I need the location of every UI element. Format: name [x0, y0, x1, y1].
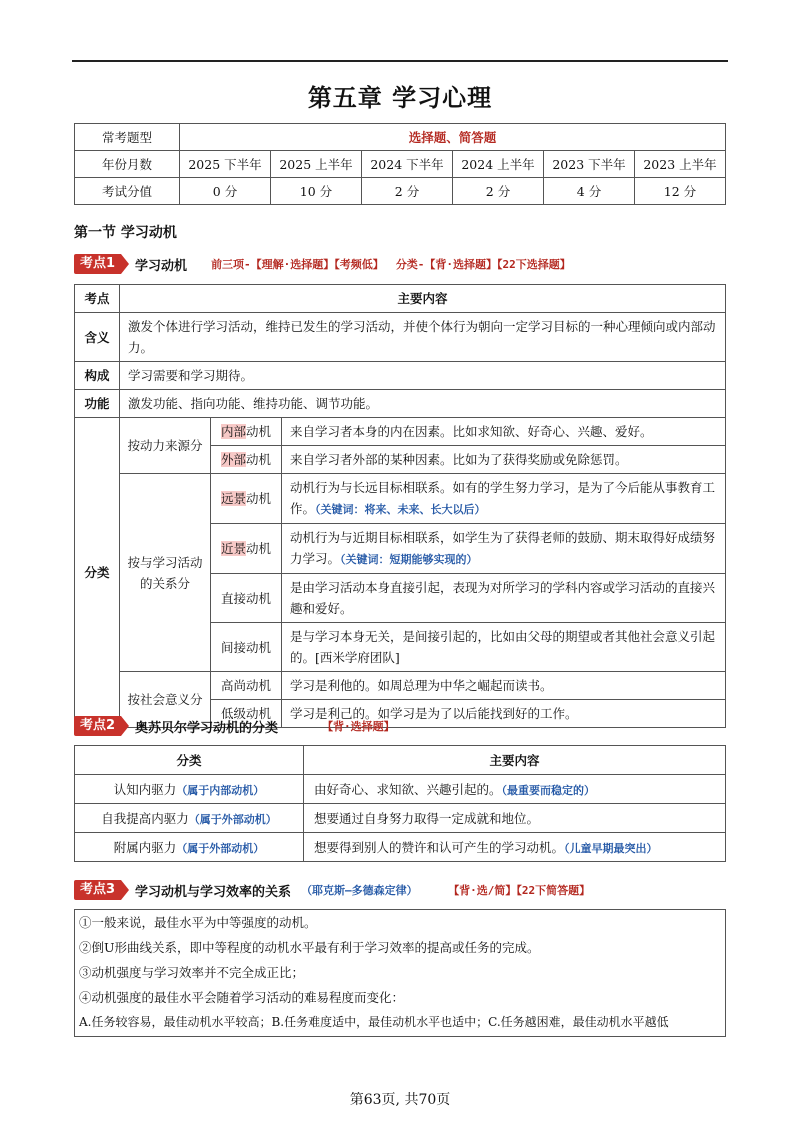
drive-content [304, 804, 726, 833]
sub-name [211, 446, 282, 474]
kp1-title: 学习动机 [135, 258, 188, 274]
top-rule [72, 60, 728, 62]
motivation-table [74, 284, 726, 728]
kp2-header [74, 716, 395, 736]
kp2-badge: 考点2 [74, 716, 121, 736]
exam-type-value: 选择题、简答题 [180, 124, 726, 151]
year-cell: 2025 上半年 [271, 151, 362, 178]
drive-content-note: （儿童早期最突出） [564, 842, 658, 855]
box-line: A.任务较容易，最佳动机水平较高；B.任务难度适中，最佳动机水平也适中；C.任务越困难，最佳动机水平越低 [79, 1015, 669, 1029]
drive-name-text: 自我提高内驱力 [101, 811, 189, 826]
drive-name-text: 认知内驱力 [113, 782, 177, 797]
kp3-tag: 【背·选/简】【22下简答题】 [453, 884, 591, 897]
sub-desc: 来自学习者外部的某种因素。比如为了获得奖励或免除惩罚。 [282, 446, 726, 474]
class-label: 分类 [75, 418, 120, 728]
ausubel-table [74, 745, 726, 862]
sub-desc-text: 动机行为与长远目标相联系。如有的学生努力学习，是为了今后能从事教育工作。 [290, 480, 716, 516]
kp3-note: （耶克斯—多德森定律） [301, 884, 418, 897]
kp1-tag2: 分类-【背·选择题】【22下选择题】 [395, 258, 571, 271]
exam-type-label: 常考题型 [75, 124, 180, 151]
sub-desc: 是由学习活动本身直接引起，表现为对所学习的学科内容或学习活动的直接兴趣和爱好。 [282, 574, 726, 623]
sub-desc-text: 动机行为与近期目标相联系，如学生为了获得老师的鼓励、期末取得好成绩努力学习。 [290, 530, 716, 566]
sub-name [211, 474, 282, 524]
sub-name-hl: 近景 [220, 541, 246, 556]
kp1-header [74, 254, 571, 274]
drive-name [75, 833, 304, 862]
kp1-tag1: 前三项-【理解·选择题】【考频低】 [211, 258, 384, 271]
kp2-title: 奥苏贝尔学习动机的分类 [135, 720, 279, 736]
kp2-tag: 【背·选择题】 [322, 720, 395, 733]
sub-desc [282, 524, 726, 574]
year-label: 年份月数 [75, 151, 180, 178]
sub-desc: 学习是利己的。如学习是为了以后能找到好的工作。 [282, 700, 726, 728]
keyword-note: （关键词：将来、未来、长大以后） [315, 503, 486, 516]
sub-desc: 学习是利他的。如周总理为中华之崛起而读书。 [282, 672, 726, 700]
box-line: ②倒U形曲线关系，即中等程度的动机水平最有利于学习效率的提高或任务的完成。 [79, 940, 540, 955]
drive-content-text: 想要得到别人的赞许和认可产生的学习动机。 [314, 840, 565, 855]
sub-name-hl: 外部 [220, 452, 246, 467]
year-cell: 2024 上半年 [453, 151, 544, 178]
score-cell: 2 分 [453, 178, 544, 205]
head-content: 主要内容 [304, 746, 726, 775]
chapter-title: 第五章 学习心理 [307, 84, 493, 112]
kp3-title: 学习动机与学习效率的关系 [135, 884, 292, 900]
structure-text: 学习需要和学习期待。 [120, 362, 726, 390]
score-cell: 12 分 [635, 178, 726, 205]
drive-name [75, 775, 304, 804]
drive-content-text: 想要通过自身努力取得一定成就和地位。 [314, 811, 540, 826]
drive-name [75, 804, 304, 833]
box-line: ④动机强度的最佳水平会随着学习活动的难易程度而变化： [79, 990, 405, 1005]
sub-name-hl: 远景 [220, 491, 246, 506]
sub-name-rest: 动机 [246, 424, 272, 439]
kp1-badge: 考点1 [74, 254, 121, 274]
drive-note: （属于外部动机） [176, 842, 265, 855]
score-cell: 2 分 [362, 178, 453, 205]
sub-name [211, 524, 282, 574]
group-source: 按动力来源分 [120, 418, 211, 474]
year-cell: 2023 下半年 [544, 151, 635, 178]
meaning-text: 激发个体进行学习活动，维持已发生的学习活动，并使个体行为朝向一定学习目标的一种心理倾向或内部动力。 [120, 313, 726, 362]
group-relation: 按与学习活动的关系分 [120, 474, 211, 672]
sub-name-rest: 动机 [246, 452, 272, 467]
head-class: 分类 [75, 746, 304, 775]
sub-name: 直接动机 [211, 574, 282, 623]
sub-name: 间接动机 [211, 623, 282, 672]
section-title: 第一节 学习动机 [74, 225, 177, 241]
drive-note: （属于外部动机） [188, 813, 277, 826]
group-social: 按社会意义分 [120, 672, 211, 728]
sub-name-rest: 动机 [246, 541, 272, 556]
year-cell: 2025 下半年 [180, 151, 271, 178]
drive-content [304, 833, 726, 862]
drive-name-text: 附属内驱力 [113, 840, 177, 855]
sub-desc [282, 474, 726, 524]
sub-desc: 是与学习本身无关，是间接引起的，比如由父母的期望或者其他社会意义引起的。[西米学府团队] [282, 623, 726, 672]
score-cell: 10 分 [271, 178, 362, 205]
keyword-note: （关键词：短期能够实现的） [340, 553, 478, 566]
head-point: 考点 [75, 285, 120, 313]
drive-content-note: （最重要而稳定的） [501, 784, 596, 797]
function-label: 功能 [75, 390, 120, 418]
box-line: ①一般来说，最佳水平为中等强度的动机。 [79, 915, 317, 930]
year-cell: 2023 上半年 [635, 151, 726, 178]
page-number: 第63页, 共70页 [349, 1092, 451, 1108]
meaning-label: 含义 [75, 313, 120, 362]
sub-name-hl: 内部 [220, 424, 246, 439]
sub-desc: 来自学习者本身的内在因素。比如求知欲、好奇心、兴趣、爱好。 [282, 418, 726, 446]
box-line: ③动机强度与学习效率并不完全成正比； [79, 965, 305, 980]
efficiency-box [74, 909, 726, 1037]
exam-info-table [74, 123, 726, 205]
kp3-badge: 考点3 [74, 880, 121, 900]
sub-name [211, 418, 282, 446]
drive-note: （属于内部动机） [176, 784, 265, 797]
head-content: 主要内容 [120, 285, 726, 313]
year-cell: 2024 下半年 [362, 151, 453, 178]
function-text: 激发功能、指向功能、维持功能、调节功能。 [120, 390, 726, 418]
structure-label: 构成 [75, 362, 120, 390]
sub-name: 低级动机 [211, 700, 282, 728]
sub-name-rest: 动机 [246, 491, 272, 506]
kp3-header [74, 880, 590, 900]
drive-content-text: 由好奇心、求知欲、兴趣引起的。 [314, 782, 502, 797]
score-cell: 4 分 [544, 178, 635, 205]
score-cell: 0 分 [180, 178, 271, 205]
sub-name: 高尚动机 [211, 672, 282, 700]
score-label: 考试分值 [75, 178, 180, 205]
drive-content [304, 775, 726, 804]
